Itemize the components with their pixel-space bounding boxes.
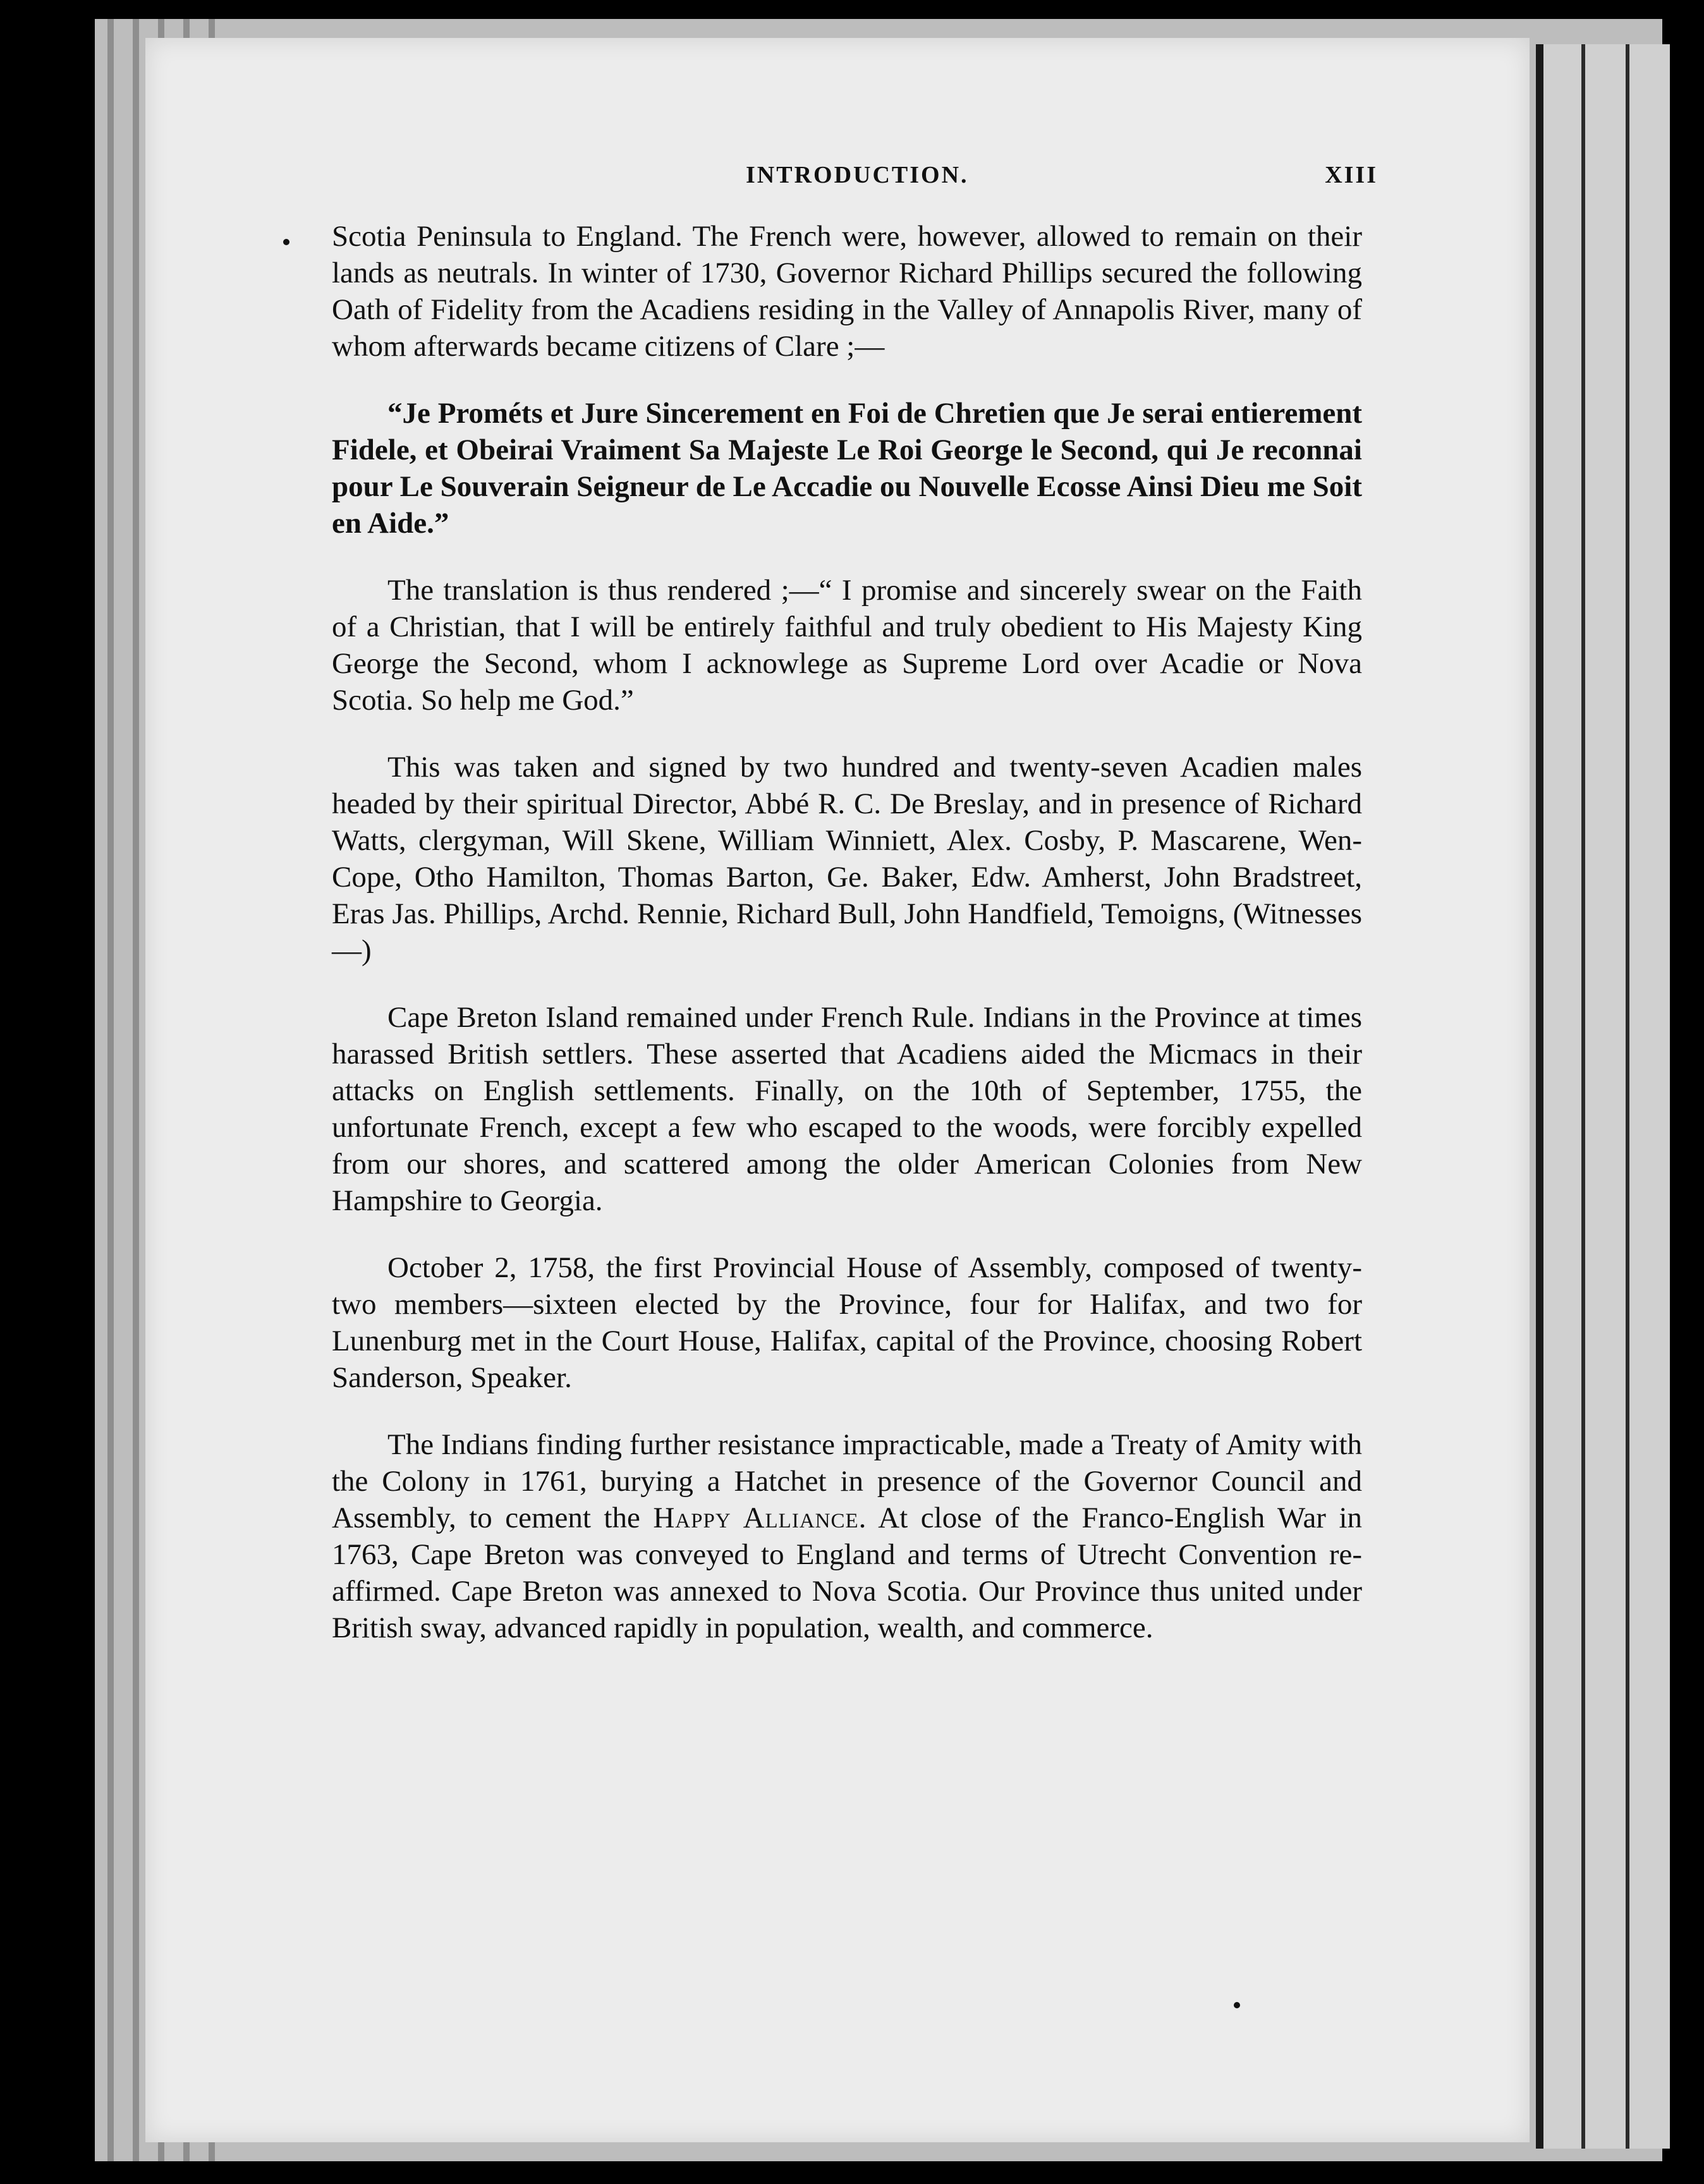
small-caps-phrase: Happy Alliance. bbox=[653, 1502, 867, 1534]
paragraph: Cape Breton Island remained under French Rule. Indians in the Province at times harassed British settlers. These asserted that Acadiens aided the Micmacs in their attacks on English settlements. Finally, on the 10th of September, 1755, the unfortunate French, except a few who escaped to the woods, were forcibly expelled from our shores, and scattered among the older American Colonies from New Hampshire to Georgia. bbox=[332, 1001, 1362, 1217]
paragraph-text: The Indians finding further resistance impracticable, made a Treaty of Amity with the Colony in 1761, burying a Hatchet in presence of the Governor Council and Assembly, to cement the bbox=[332, 1428, 1362, 1534]
paragraph-text: At close of the Franco-English War in 1763, Cape Breton was conveyed to England and terms of Utrecht Convention re-affirmed. Cape Breton was annexed to Nova Scotia. Our Province thus united under British sway, advanced rapidly in population, wealth, and commerce. bbox=[332, 1502, 1363, 1644]
facing-page-edge bbox=[1536, 44, 1670, 2149]
ink-speck bbox=[1234, 2002, 1240, 2008]
body-text bbox=[332, 218, 1362, 1677]
page-number: XIII bbox=[1325, 162, 1378, 188]
page-edge bbox=[133, 19, 139, 2161]
paragraph-signatories: This was taken and signed by two hundred and twenty-seven Acadien males headed by their spiritual Director, Abbé R. C. De Breslay, and in presence of Richard Watts, clergyman, Will Skene, William Winniett, Alex. Cosby, P. Mascarene, Wen-Cope, Otho Hamilton, Thomas Barton, Ge. Baker, Edw. Amherst, John Bradstreet, Eras Jas. Phillips, Archd. Rennie, Richard Bull, John Handfield, Temoigns, (Witnesses —) bbox=[332, 751, 1362, 967]
paragraph: October 2, 1758, the first Provincial House of Assembly, composed of twenty-two members—sixteen elected by the Province, four for Halifax, and two for Lunenburg met in the Court House, Halifax, capital of the Province, choosing Robert Sanderson, Speaker. bbox=[332, 1251, 1362, 1394]
paragraph: Scotia Peninsula to England. The French were, however, allowed to remain on their lands as neutrals. In winter of 1730, Governor Richard Phillips secured the following Oath of Fidelity from the Acadiens residing in the Valley of Annapolis River, many of whom afterwards became citizens of Clare ;— bbox=[332, 220, 1362, 363]
page-edge bbox=[107, 19, 114, 2161]
page-edge bbox=[1626, 44, 1629, 2149]
running-head-title: INTRODUCTION. bbox=[746, 162, 969, 188]
page-edge bbox=[1581, 44, 1585, 2149]
running-head bbox=[335, 161, 1378, 199]
paragraph-translation: The translation is thus rendered ;—“ I promise and sincerely swear on the Faith of a Christian, that I will be entirely faithful and truly obedient to His Majesty King George the Second, whom I acknowlege as Supreme Lord over Acadie or Nova Scotia. So help me God.” bbox=[332, 574, 1362, 717]
paragraph-french-oath: “Je Prométs et Jure Sincerement en Foi de Chretien que Je serai entierement Fidele, et Obeirai Vraiment Sa Majeste Le Roi George le Second, qui Je reconnai pour Le Souverain Seigneur de Le Accadie ou Nouvelle Ecosse Ainsi Dieu me Soit en Aide.” bbox=[332, 397, 1362, 540]
ink-speck bbox=[283, 239, 289, 245]
paragraph bbox=[332, 1426, 1362, 1646]
